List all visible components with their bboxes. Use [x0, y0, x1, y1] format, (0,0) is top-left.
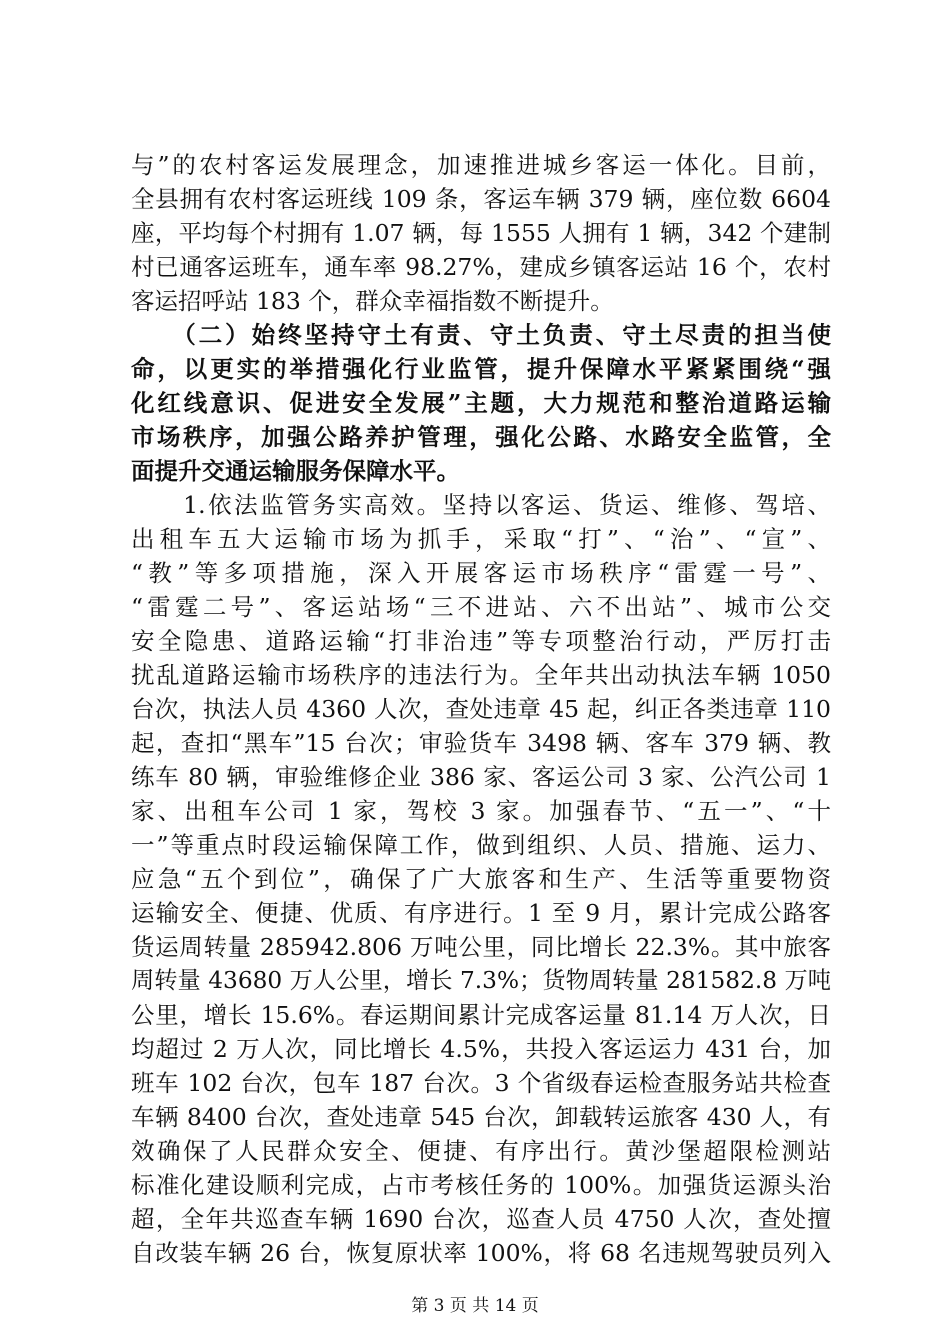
paragraph-line: 台次，执法人员 4360 人次，查处违章 45 起，纠正各类违章 110: [131, 695, 831, 723]
paragraph-line: 起，查扣“黑车”15 台次；审验货车 3498 辆、客车 379 辆、教: [131, 729, 831, 757]
paragraph-line: 效确保了人民群众安全、便捷、有序出行。黄沙堡超限检测站: [131, 1137, 831, 1165]
paragraph-line: 全县拥有农村客运班线 109 条，客运车辆 379 辆，座位数 6604: [131, 185, 831, 213]
paragraph-line: 超，全年共巡查车辆 1690 台次，巡查人员 4750 人次，查处擅: [131, 1205, 831, 1233]
paragraph-line: 村已通客运班车，通车率 98.27%，建成乡镇客运站 16 个，农村: [131, 253, 831, 281]
paragraph-line: 班车 102 台次，包车 187 台次。3 个省级春运检查服务站共检查: [131, 1069, 831, 1097]
paragraph-line: 练车 80 辆，审验维修企业 386 家、客运公司 3 家、公汽公司 1: [131, 763, 831, 791]
paragraph-line: 应急“五个到位”，确保了广大旅客和生产、生活等重要物资: [131, 865, 831, 893]
paragraph-line: 出租车五大运输市场为抓手，采取“打”、“治”、“宣”、: [131, 525, 831, 553]
document-body: [131, 148, 831, 1270]
paragraph-line: 标准化建设顺利完成，占市考核任务的 100%。加强货运源头治: [131, 1171, 831, 1199]
page-footer: 第 3 页 共 14 页: [411, 1296, 539, 1316]
paragraph-line: 均超过 2 万人次，同比增长 4.5%，共投入客运运力 431 台，加: [131, 1035, 831, 1063]
paragraph-line: 1.依法监管务实高效。坚持以客运、货运、维修、驾培、: [131, 491, 831, 519]
paragraph-line: 自改装车辆 26 台，恢复原状率 100%，将 68 名违规驾驶员列入: [131, 1239, 831, 1267]
paragraph-line: 与”的农村客运发展理念，加速推进城乡客运一体化。目前，: [131, 151, 831, 179]
paragraph-line: 公里，增长 15.6%。春运期间累计完成客运量 81.14 万人次，日: [131, 1001, 831, 1029]
paragraph-line: 车辆 8400 台次，查处违章 545 台次，卸载转运旅客 430 人，有: [131, 1103, 831, 1131]
heading-line: 面提升交通运输服务保障水平。: [131, 457, 460, 485]
paragraph-line: 周转量 43680 万人公里，增长 7.3%；货物周转量 281582.8 万吨: [131, 967, 831, 994]
paragraph-line: “雷霆二号”、客运站场“三不进站、六不出站”、城市公交: [131, 593, 831, 621]
paragraph-line: 家、出租车公司 1 家，驾校 3 家。加强春节、“五一”、“十: [131, 797, 831, 825]
heading-line: 市场秩序，加强公路养护管理，强化公路、水路安全监管，全: [131, 423, 831, 451]
paragraph-line: “教”等多项措施，深入开展客运市场秩序“雷霆一号”、: [131, 559, 831, 587]
heading-line: 命，以更实的举措强化行业监管，提升保障水平紧紧围绕“强: [131, 355, 831, 383]
paragraph-line: 安全隐患、道路运输“打非治违”等专项整治行动，严厉打击: [131, 627, 831, 655]
paragraph-line: 座，平均每个村拥有 1.07 辆，每 1555 人拥有 1 辆，342 个建制: [131, 219, 831, 247]
paragraph-line: 客运招呼站 183 个，群众幸福指数不断提升。: [131, 287, 614, 315]
heading-line: 化红线意识、促进安全发展”主题，大力规范和整治道路运输: [131, 389, 831, 417]
paragraph-line: 货运周转量 285942.806 万吨公里，同比增长 22.3%。其中旅客: [131, 933, 831, 961]
paragraph-line: 扰乱道路运输市场秩序的违法行为。全年共出动执法车辆 1050: [131, 661, 831, 689]
paragraph-line: 运输安全、便捷、优质、有序进行。1 至 9 月，累计完成公路客: [131, 899, 831, 927]
paragraph-line: 一”等重点时段运输保障工作，做到组织、人员、措施、运力、: [131, 831, 831, 859]
heading-line: （二）始终坚持守土有责、守土负责、守土尽责的担当使: [131, 321, 831, 349]
